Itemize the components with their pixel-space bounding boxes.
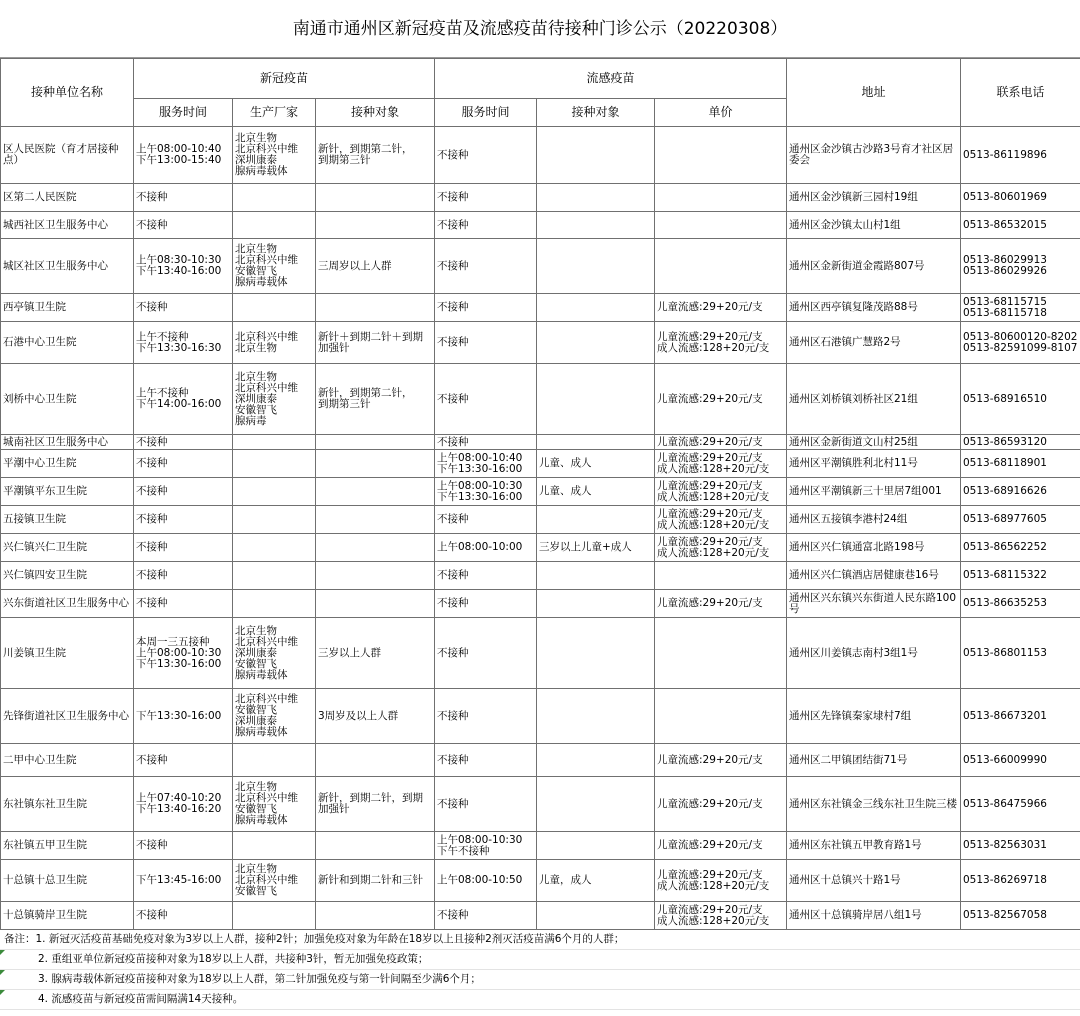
flu-price-cell: 儿童流感:29+20元/支 成人流感:128+20元/支 [655, 450, 787, 478]
unit-name-cell: 城西社区卫生服务中心 [1, 212, 134, 239]
flu-time-cell: 不接种 [435, 618, 537, 689]
table-row [1, 590, 1080, 618]
covid-target-cell: 新针，到期第二针， 到期第三针 [316, 127, 435, 184]
address-cell: 通州区金新街道金霞路807号 [787, 239, 961, 294]
unit-name-cell: 先锋街道社区卫生服务中心 [1, 689, 134, 744]
flu-time-cell: 不接种 [435, 212, 537, 239]
table-row [1, 450, 1080, 478]
unit-name-cell: 城区社区卫生服务中心 [1, 239, 134, 294]
covid-time-cell: 不接种 [134, 450, 233, 478]
table-row [1, 322, 1080, 364]
table-row [1, 364, 1080, 435]
phone-cell: 0513-86475966 [961, 777, 1080, 832]
manufacturer-cell [233, 506, 316, 534]
flu-time-cell: 不接种 [435, 184, 537, 212]
manufacturer-cell [233, 534, 316, 562]
unit-name-cell: 兴仁镇兴仁卫生院 [1, 534, 134, 562]
table-row [1, 435, 1080, 450]
address-cell: 通州区十总镇兴十路1号 [787, 860, 961, 902]
address-cell: 通州区西亭镇复隆茂路88号 [787, 294, 961, 322]
corner-marker [0, 990, 5, 995]
covid-target-cell: 新针＋到期二针＋到期加强针 [316, 322, 435, 364]
address-cell: 通州区十总镇骑岸居八组1号 [787, 902, 961, 930]
unit-name-cell: 平潮镇平东卫生院 [1, 478, 134, 506]
covid-time-cell: 不接种 [134, 212, 233, 239]
unit-name-cell: 兴东街道社区卫生服务中心 [1, 590, 134, 618]
covid-target-cell: 3周岁及以上人群 [316, 689, 435, 744]
address-cell: 通州区先锋镇秦家埭村7组 [787, 689, 961, 744]
manufacturer-cell [233, 902, 316, 930]
header-flu-group: 流感疫苗 [435, 59, 787, 99]
header-flu-time: 服务时间 [435, 99, 537, 127]
address-cell: 通州区金沙镇太山村1组 [787, 212, 961, 239]
covid-target-cell [316, 832, 435, 860]
phone-cell: 0513-68916510 [961, 364, 1080, 435]
note-4 [0, 990, 1080, 1010]
note-4-text: 4. 流感疫苗与新冠疫苗需间隔满14天接种。 [38, 993, 244, 1005]
address-cell: 通州区金沙镇新三园村19组 [787, 184, 961, 212]
covid-time-cell: 上午不接种 下午14:00-16:00 [134, 364, 233, 435]
covid-time-cell: 不接种 [134, 590, 233, 618]
manufacturer-cell: 北京生物 北京科兴中维 安徽智飞 [233, 860, 316, 902]
table-row [1, 184, 1080, 212]
flu-time-cell: 不接种 [435, 777, 537, 832]
flu-time-cell: 不接种 [435, 590, 537, 618]
covid-time-cell: 不接种 [134, 832, 233, 860]
header-covid-group: 新冠疫苗 [134, 59, 435, 99]
flu-target-cell [537, 294, 655, 322]
phone-cell: 0513-86635253 [961, 590, 1080, 618]
flu-price-cell [655, 689, 787, 744]
covid-target-cell: 三周岁以上人群 [316, 239, 435, 294]
covid-target-cell [316, 212, 435, 239]
header-covid-time: 服务时间 [134, 99, 233, 127]
manufacturer-cell [233, 590, 316, 618]
flu-price-cell: 儿童流感:29+20元/支 成人流感:128+20元/支 [655, 478, 787, 506]
unit-name-cell: 刘桥中心卫生院 [1, 364, 134, 435]
flu-target-cell [537, 777, 655, 832]
unit-name-cell: 东社镇五甲卫生院 [1, 832, 134, 860]
phone-cell: 0513-80601969 [961, 184, 1080, 212]
flu-target-cell: 儿童、成人 [537, 450, 655, 478]
covid-target-cell [316, 450, 435, 478]
address-cell: 通州区兴仁镇酒店居健康巷16号 [787, 562, 961, 590]
flu-target-cell: 儿童，成人 [537, 860, 655, 902]
manufacturer-cell [233, 744, 316, 777]
flu-target-cell [537, 435, 655, 450]
covid-target-cell [316, 506, 435, 534]
covid-target-cell: 新针，到期二针，到期加强针 [316, 777, 435, 832]
address-cell: 通州区石港镇广慧路2号 [787, 322, 961, 364]
phone-cell: 0513-86269718 [961, 860, 1080, 902]
covid-time-cell: 不接种 [134, 184, 233, 212]
flu-target-cell [537, 902, 655, 930]
table-row [1, 562, 1080, 590]
flu-time-cell: 上午08:00-10:40 下午13:30-16:00 [435, 450, 537, 478]
unit-name-cell: 平潮中心卫生院 [1, 450, 134, 478]
covid-time-cell: 不接种 [134, 534, 233, 562]
phone-cell: 0513-68916626 [961, 478, 1080, 506]
covid-target-cell [316, 902, 435, 930]
manufacturer-cell: 北京生物 北京科兴中维 深圳康泰 安徽智飞 腺病毒 [233, 364, 316, 435]
flu-time-cell: 不接种 [435, 239, 537, 294]
flu-target-cell [537, 364, 655, 435]
header-flu-price: 单价 [655, 99, 787, 127]
covid-target-cell [316, 294, 435, 322]
header-address: 地址 [787, 59, 961, 127]
flu-target-cell [537, 744, 655, 777]
address-cell: 通州区兴仁镇通富北路198号 [787, 534, 961, 562]
phone-cell: 0513-82563031 [961, 832, 1080, 860]
flu-time-cell: 上午08:00-10:00 [435, 534, 537, 562]
address-cell: 通州区二甲镇团结街71号 [787, 744, 961, 777]
phone-cell: 0513-86029913 0513-86029926 [961, 239, 1080, 294]
note-3 [0, 970, 1080, 990]
flu-price-cell [655, 239, 787, 294]
flu-price-cell: 儿童流感:29+20元/支 [655, 435, 787, 450]
flu-price-cell [655, 562, 787, 590]
flu-price-cell: 儿童流感:29+20元/支 [655, 744, 787, 777]
address-cell: 通州区金新街道文山村25组 [787, 435, 961, 450]
note-2-text: 2. 重组亚单位新冠疫苗接种对象为18岁以上人群，共接种3针，暂无加强免疫政策； [38, 953, 429, 965]
phone-cell: 0513-68118901 [961, 450, 1080, 478]
manufacturer-cell: 北京科兴中维 北京生物 [233, 322, 316, 364]
covid-target-cell [316, 590, 435, 618]
manufacturer-cell: 北京生物 北京科兴中维 深圳康泰 安徽智飞 腺病毒载体 [233, 618, 316, 689]
unit-name-cell: 五接镇卫生院 [1, 506, 134, 534]
flu-target-cell [537, 590, 655, 618]
manufacturer-cell [233, 562, 316, 590]
header-phone: 联系电话 [961, 59, 1080, 127]
flu-price-cell: 儿童流感:29+20元/支 成人流感:128+20元/支 [655, 506, 787, 534]
table-row [1, 212, 1080, 239]
manufacturer-cell [233, 184, 316, 212]
phone-cell: 0513-68115715 0513-68115718 [961, 294, 1080, 322]
phone-cell: 0513-86801153 [961, 618, 1080, 689]
flu-price-cell: 儿童流感:29+20元/支 成人流感:128+20元/支 [655, 322, 787, 364]
address-cell: 通州区东社镇五甲教育路1号 [787, 832, 961, 860]
phone-cell: 0513-86562252 [961, 534, 1080, 562]
flu-target-cell: 儿童、成人 [537, 478, 655, 506]
unit-name-cell: 川姜镇卫生院 [1, 618, 134, 689]
table-row [1, 478, 1080, 506]
address-cell: 通州区平潮镇新三十里居7组001 [787, 478, 961, 506]
table-row [1, 860, 1080, 902]
covid-time-cell: 不接种 [134, 478, 233, 506]
covid-time-cell: 下午13:45-16:00 [134, 860, 233, 902]
table-row [1, 689, 1080, 744]
flu-price-cell: 儿童流感:29+20元/支 成人流感:128+20元/支 [655, 534, 787, 562]
address-cell: 通州区东社镇金三线东社卫生院三楼 [787, 777, 961, 832]
table-row [1, 777, 1080, 832]
flu-price-cell: 儿童流感:29+20元/支 [655, 294, 787, 322]
flu-price-cell [655, 127, 787, 184]
phone-cell: 0513-68977605 [961, 506, 1080, 534]
flu-time-cell: 上午08:00-10:50 [435, 860, 537, 902]
unit-name-cell: 西亭镇卫生院 [1, 294, 134, 322]
covid-time-cell: 上午不接种 下午13:30-16:30 [134, 322, 233, 364]
flu-time-cell: 不接种 [435, 435, 537, 450]
flu-target-cell [537, 322, 655, 364]
table-row [1, 534, 1080, 562]
header-unit-name: 接种单位名称 [1, 59, 134, 127]
flu-time-cell: 不接种 [435, 322, 537, 364]
manufacturer-cell [233, 435, 316, 450]
notes [0, 930, 1080, 1010]
note-1: 备注：1. 新冠灭活疫苗基础免疫对象为3岁以上人群，接种2针；加强免疫对象为年龄在18岁以上且接种2剂灭活疫苗满6个月的人群； [0, 930, 1080, 950]
covid-time-cell: 不接种 [134, 294, 233, 322]
phone-cell: 0513-68115322 [961, 562, 1080, 590]
unit-name-cell: 城南社区卫生服务中心 [1, 435, 134, 450]
phone-cell: 0513-82567058 [961, 902, 1080, 930]
covid-time-cell: 上午08:30-10:30 下午13:40-16:00 [134, 239, 233, 294]
phone-cell: 0513-80600120-82020513-82591099-8107 [961, 322, 1080, 364]
note-2 [0, 950, 1080, 970]
covid-target-cell [316, 478, 435, 506]
covid-target-cell: 三岁以上人群 [316, 618, 435, 689]
header-flu-target: 接种对象 [537, 99, 655, 127]
unit-name-cell: 石港中心卫生院 [1, 322, 134, 364]
unit-name-cell: 十总镇十总卫生院 [1, 860, 134, 902]
table-row [1, 744, 1080, 777]
unit-name-cell: 区第二人民医院 [1, 184, 134, 212]
flu-time-cell: 不接种 [435, 127, 537, 184]
covid-target-cell [316, 744, 435, 777]
flu-target-cell: 三岁以上儿童+成人 [537, 534, 655, 562]
flu-time-cell: 不接种 [435, 294, 537, 322]
page-title: 南通市通州区新冠疫苗及流感疫苗待接种门诊公示（20220308） [0, 0, 1080, 58]
manufacturer-cell: 北京生物 北京科兴中维 安徽智飞 腺病毒载体 [233, 777, 316, 832]
covid-time-cell: 上午07:40-10:20 下午13:40-16:20 [134, 777, 233, 832]
flu-target-cell [537, 618, 655, 689]
vaccine-table [0, 58, 1080, 930]
manufacturer-cell [233, 478, 316, 506]
phone-cell: 0513-86593120 [961, 435, 1080, 450]
covid-target-cell [316, 562, 435, 590]
covid-target-cell [316, 534, 435, 562]
table-row [1, 832, 1080, 860]
unit-name-cell: 区人民医院（育才居接种点） [1, 127, 134, 184]
manufacturer-cell [233, 450, 316, 478]
manufacturer-cell [233, 212, 316, 239]
covid-time-cell: 上午08:00-10:40 下午13:00-15:40 [134, 127, 233, 184]
flu-price-cell: 儿童流感:29+20元/支 成人流感:128+20元/支 [655, 860, 787, 902]
table-row [1, 239, 1080, 294]
covid-target-cell [316, 435, 435, 450]
unit-name-cell: 二甲中心卫生院 [1, 744, 134, 777]
covid-target-cell [316, 184, 435, 212]
table-row [1, 618, 1080, 689]
table-row [1, 294, 1080, 322]
flu-time-cell: 不接种 [435, 902, 537, 930]
flu-target-cell [537, 212, 655, 239]
covid-time-cell: 不接种 [134, 562, 233, 590]
covid-time-cell: 下午13:30-16:00 [134, 689, 233, 744]
corner-marker [0, 970, 5, 975]
flu-time-cell: 不接种 [435, 744, 537, 777]
address-cell: 通州区金沙镇古沙路3号育才社区居委会 [787, 127, 961, 184]
manufacturer-cell: 北京生物 北京科兴中维 安徽智飞 腺病毒载体 [233, 239, 316, 294]
flu-target-cell [537, 689, 655, 744]
covid-time-cell: 本周一三五接种 上午08:00-10:30 下午13:30-16:00 [134, 618, 233, 689]
note-3-text: 3. 腺病毒载体新冠疫苗接种对象为18岁以上人群，第二针加强免疫与第一针间隔至少满6个月； [38, 973, 481, 985]
table-body [1, 127, 1080, 930]
flu-price-cell: 儿童流感:29+20元/支 [655, 590, 787, 618]
address-cell: 通州区兴东镇兴东街道人民东路100号 [787, 590, 961, 618]
covid-time-cell: 不接种 [134, 506, 233, 534]
header-covid-maker: 生产厂家 [233, 99, 316, 127]
flu-price-cell [655, 618, 787, 689]
address-cell: 通州区川姜镇志南村3组1号 [787, 618, 961, 689]
flu-time-cell: 不接种 [435, 689, 537, 744]
address-cell: 通州区刘桥镇刘桥社区21组 [787, 364, 961, 435]
table-row [1, 902, 1080, 930]
flu-time-cell: 不接种 [435, 364, 537, 435]
flu-target-cell [537, 239, 655, 294]
unit-name-cell: 兴仁镇四安卫生院 [1, 562, 134, 590]
flu-target-cell [537, 506, 655, 534]
flu-time-cell: 上午08:00-10:30 下午不接种 [435, 832, 537, 860]
flu-time-cell: 不接种 [435, 506, 537, 534]
flu-price-cell: 儿童流感:29+20元/支 成人流感:128+20元/支 [655, 902, 787, 930]
flu-target-cell [537, 127, 655, 184]
covid-target-cell: 新针，到期第二针， 到期第三针 [316, 364, 435, 435]
flu-time-cell: 上午08:00-10:30 下午13:30-16:00 [435, 478, 537, 506]
covid-target-cell: 新针和到期二针和三针 [316, 860, 435, 902]
flu-target-cell [537, 562, 655, 590]
phone-cell: 0513-86673201 [961, 689, 1080, 744]
address-cell: 通州区五接镇李港村24组 [787, 506, 961, 534]
unit-name-cell: 东社镇东社卫生院 [1, 777, 134, 832]
phone-cell: 0513-66009990 [961, 744, 1080, 777]
header-covid-target: 接种对象 [316, 99, 435, 127]
flu-price-cell [655, 184, 787, 212]
manufacturer-cell: 北京生物 北京科兴中维 深圳康泰 腺病毒载体 [233, 127, 316, 184]
address-cell: 通州区平潮镇胜利北村11号 [787, 450, 961, 478]
manufacturer-cell [233, 832, 316, 860]
covid-time-cell: 不接种 [134, 744, 233, 777]
flu-price-cell: 儿童流感:29+20元/支 [655, 832, 787, 860]
table-row [1, 506, 1080, 534]
flu-target-cell [537, 184, 655, 212]
corner-marker [0, 950, 5, 955]
unit-name-cell: 十总镇骑岸卫生院 [1, 902, 134, 930]
phone-cell: 0513-86532015 [961, 212, 1080, 239]
manufacturer-cell [233, 294, 316, 322]
covid-time-cell: 不接种 [134, 902, 233, 930]
table-row [1, 127, 1080, 184]
flu-price-cell: 儿童流感:29+20元/支 [655, 364, 787, 435]
flu-price-cell: 儿童流感:29+20元/支 [655, 777, 787, 832]
manufacturer-cell: 北京科兴中维 安徽智飞 深圳康泰 腺病毒载体 [233, 689, 316, 744]
flu-target-cell [537, 832, 655, 860]
flu-price-cell [655, 212, 787, 239]
covid-time-cell: 不接种 [134, 435, 233, 450]
flu-time-cell: 不接种 [435, 562, 537, 590]
phone-cell: 0513-86119896 [961, 127, 1080, 184]
